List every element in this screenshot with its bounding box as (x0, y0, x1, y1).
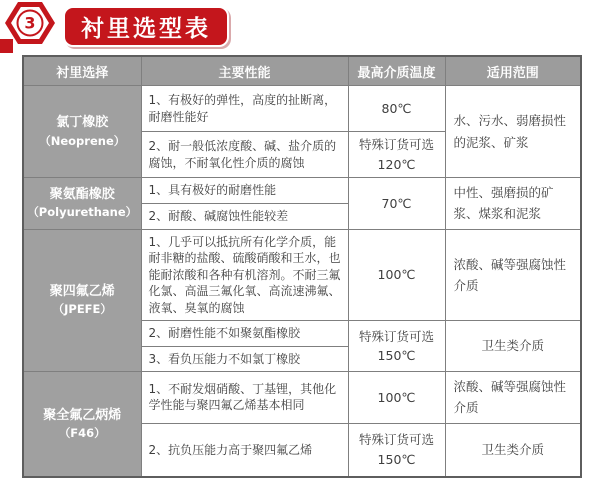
temperature-cell: 80℃ (348, 86, 445, 132)
performance-cell: 1、有极好的弹性，高度的扯断离，耐磨性能好 (141, 86, 348, 132)
material-name-en: （Polyurethane） (27, 205, 138, 220)
performance-cell: 2、耐一般低浓度酸、碱、盐介质的腐蚀，不耐氧化性介质的腐蚀 (141, 132, 348, 178)
material-name: 聚四氟乙烯 (49, 284, 115, 300)
range-cell: 浓酸、碱等强腐蚀性介质 (445, 229, 581, 321)
material-cell-polyurethane (23, 178, 141, 230)
performance-cell: 1、具有极好的耐磨性能 (141, 178, 348, 204)
col-header-max-medium-temperature: 最高介质温度 (348, 56, 445, 86)
material-cell-f46 (23, 372, 141, 478)
table-row (23, 372, 581, 424)
table-row (23, 229, 581, 321)
performance-cell: 1、几乎可以抵抗所有化学介质，能耐非糖的盐酸、硫酸硝酸和王水，也能耐浓酸和各种有机溶剂。不耐三氟化氯、高温三氟化氧、高流速沸氟、液氧、臭氧的腐蚀 (141, 229, 348, 321)
temperature-cell: 70℃ (348, 178, 445, 230)
performance-cell: 2、耐酸、碱腐蚀性能较差 (141, 204, 348, 230)
material-name-en: （Neoprene） (39, 133, 126, 148)
material-name: 聚氨酯橡胶 (49, 187, 115, 203)
lining-selection-table (22, 55, 582, 478)
table-row (23, 178, 581, 204)
temperature-cell (348, 132, 445, 178)
temperature-cell (348, 321, 445, 372)
temperature-cell: 100℃ (348, 229, 445, 321)
col-header-applicable-range: 适用范围 (445, 56, 581, 86)
performance-cell: 2、耐磨性能不如聚氨酯橡胶 (141, 321, 348, 347)
temperature-cell (348, 423, 445, 477)
material-name-en: （F46） (58, 426, 106, 441)
temperature-line1: 特殊订货可选 (358, 328, 434, 344)
temperature-line2: 150℃ (377, 451, 416, 467)
col-header-main-performance: 主要性能 (141, 56, 348, 86)
material-name: 聚全氟乙炳烯 (43, 407, 122, 423)
material-name: 氯丁橡胶 (56, 115, 109, 131)
table-header-row (23, 56, 581, 86)
range-cell: 水、污水、弱磨损性的泥浆、矿浆 (445, 86, 581, 178)
performance-cell: 1、不耐发烟硝酸、丁基锂，其他化学性能与聚四氟乙烯基本相同 (141, 372, 348, 424)
material-name-en: （JPEFE） (52, 302, 112, 317)
range-cell: 中性、强磨损的矿浆、煤浆和泥浆 (445, 178, 581, 230)
material-cell-ptfe (23, 229, 141, 372)
temperature-line2: 150℃ (377, 348, 416, 363)
range-cell: 浓酸、碱等强腐蚀性介质 (445, 372, 581, 424)
temperature-cell: 100℃ (348, 372, 445, 424)
badge-number: 3 (17, 10, 44, 37)
temperature-line1: 特殊订货可选 (358, 137, 434, 153)
temperature-line2: 120℃ (377, 156, 416, 172)
material-cell-neoprene (23, 86, 141, 178)
page-title: 衬里选型表 (63, 6, 229, 47)
temperature-line1: 特殊订货可选 (358, 432, 434, 448)
col-header-lining-choice: 衬里选择 (23, 56, 141, 86)
range-cell: 卫生类介质 (445, 321, 581, 372)
performance-cell: 2、抗负压能力高于聚四氟乙烯 (141, 423, 348, 477)
performance-cell: 3、看负压能力不如氯丁橡胶 (141, 346, 348, 372)
range-cell: 卫生类介质 (445, 423, 581, 477)
page-header (0, 0, 600, 56)
number-badge-hexagon-icon (5, 2, 55, 44)
table-row (23, 86, 581, 132)
